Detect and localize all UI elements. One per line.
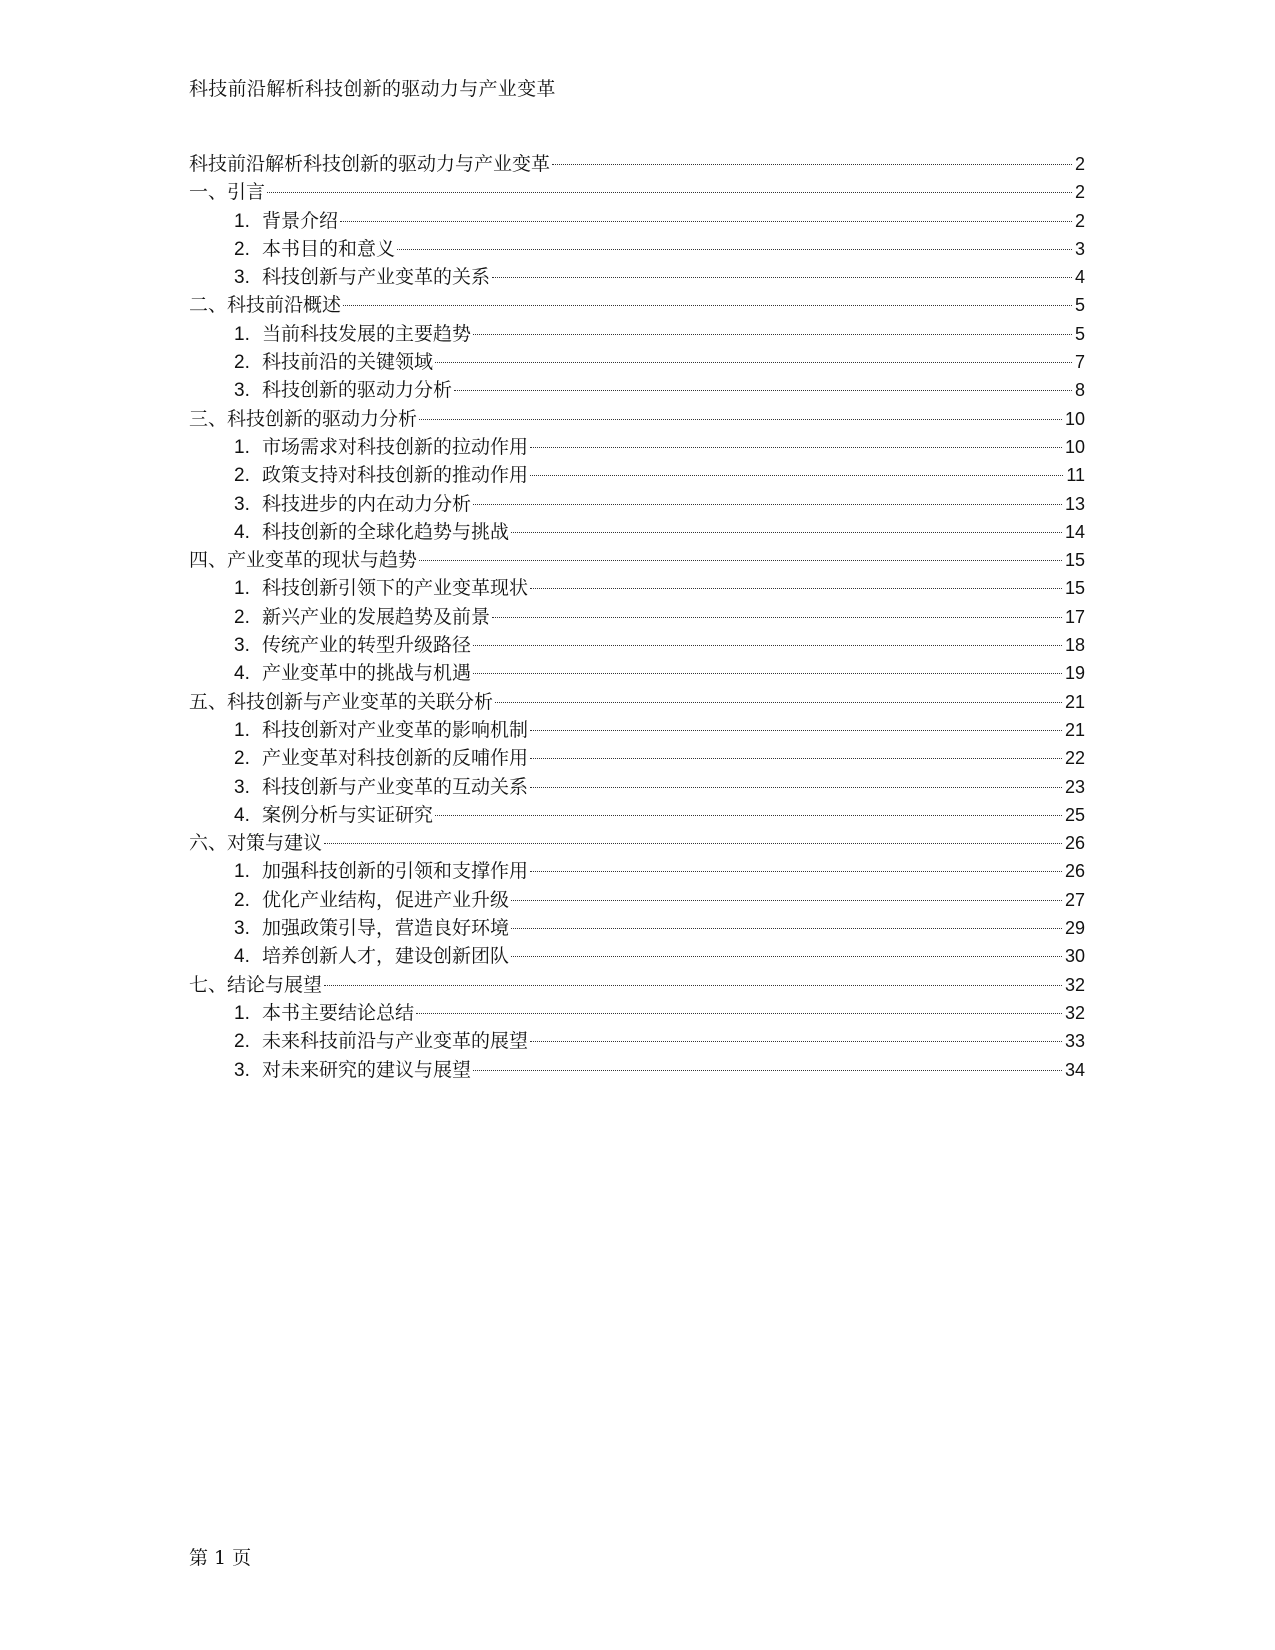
toc-entry-page-number: 26 (1064, 861, 1085, 882)
toc-entry-number: 2. (234, 1031, 250, 1053)
toc-entry-number: 1. (234, 210, 250, 232)
toc-dot-leader (267, 192, 1072, 193)
toc-entry-chapter[interactable] (189, 971, 1085, 999)
toc-dot-leader (492, 277, 1072, 278)
toc-entry-number: 3. (234, 776, 250, 798)
toc-entry-number: 1. (234, 578, 250, 600)
toc-dot-leader (419, 560, 1062, 561)
toc-entry-page-number: 5 (1074, 323, 1085, 344)
toc-entry-page-number: 2 (1074, 182, 1085, 203)
toc-entry-title: 本书目的和意义 (262, 237, 396, 260)
toc-dot-leader (530, 787, 1062, 788)
toc-entry-section[interactable] (189, 207, 1085, 235)
toc-entry-page-number: 14 (1064, 521, 1085, 542)
toc-dot-leader (492, 617, 1062, 618)
toc-entry-section[interactable] (189, 518, 1085, 546)
toc-entry-title: 科技创新引领下的产业变革现状 (262, 577, 529, 600)
toc-entry-page-number: 34 (1064, 1059, 1085, 1080)
toc-entry-section[interactable] (189, 942, 1085, 970)
toc-entry-title: 产业变革中的挑战与机遇 (262, 662, 472, 685)
toc-entry-page-number: 11 (1066, 465, 1085, 486)
toc-entry-title: 市场需求对科技创新的拉动作用 (262, 435, 529, 458)
toc-dot-leader (340, 221, 1072, 222)
toc-entry-page-number: 18 (1064, 635, 1085, 656)
toc-entry-page-number: 2 (1074, 154, 1085, 174)
toc-dot-leader (530, 475, 1063, 476)
toc-entry-title: 当前科技发展的主要趋势 (262, 322, 472, 345)
toc-entry-number: 2. (234, 889, 250, 911)
toc-entry-section[interactable] (189, 801, 1085, 829)
toc-dot-leader (397, 249, 1072, 250)
toc-entry-title: 背景介绍 (262, 209, 339, 232)
table-of-contents (189, 150, 1085, 1084)
toc-entry-title: 科技进步的内在动力分析 (262, 492, 472, 515)
toc-entry-section[interactable] (189, 659, 1085, 687)
toc-entry-title: 加强政策引导，营造良好环境 (262, 917, 510, 940)
toc-entry-page-number: 3 (1074, 238, 1085, 259)
toc-entry-page-number: 10 (1064, 408, 1085, 429)
toc-dot-leader (511, 900, 1062, 901)
toc-dot-leader (435, 362, 1072, 363)
toc-entry-chapter[interactable] (189, 150, 1085, 178)
toc-entry-section[interactable] (189, 433, 1085, 461)
toc-entry-page-number: 4 (1074, 267, 1085, 288)
toc-entry-title: 科技创新对产业变革的影响机制 (262, 718, 529, 741)
toc-dot-leader (530, 758, 1062, 759)
toc-entry-page-number: 30 (1064, 946, 1085, 967)
toc-entry-number: 2. (234, 748, 250, 770)
toc-entry-number: 1. (234, 719, 250, 741)
toc-dot-leader (552, 164, 1072, 165)
toc-entry-title: 六、对策与建议 (189, 832, 323, 855)
toc-dot-leader (530, 447, 1062, 448)
toc-entry-chapter[interactable] (189, 291, 1085, 319)
toc-entry-section[interactable] (189, 461, 1085, 489)
toc-entry-page-number: 21 (1064, 719, 1085, 740)
toc-entry-number: 4. (234, 663, 250, 685)
toc-entry-number: 3. (234, 493, 250, 515)
toc-entry-section[interactable] (189, 773, 1085, 801)
toc-dot-leader (473, 504, 1062, 505)
toc-entry-page-number: 21 (1064, 691, 1085, 712)
toc-entry-number: 2. (234, 606, 250, 628)
toc-entry-title: 科技前沿解析科技创新的驱动力与产业变革 (189, 153, 551, 175)
toc-entry-page-number: 27 (1064, 889, 1085, 910)
toc-entry-number: 3. (234, 1059, 250, 1081)
toc-entry-title: 五、科技创新与产业变革的关联分析 (189, 690, 494, 713)
toc-entry-page-number: 13 (1064, 493, 1085, 514)
toc-entry-page-number: 15 (1064, 550, 1085, 571)
toc-entry-title: 未来科技前沿与产业变革的展望 (262, 1030, 529, 1053)
toc-entry-chapter[interactable] (189, 829, 1085, 857)
toc-entry-number: 4. (234, 521, 250, 543)
toc-dot-leader (435, 815, 1062, 816)
toc-entry-number: 4. (234, 804, 250, 826)
toc-entry-title: 培养创新人才，建设创新团队 (262, 945, 510, 968)
toc-entry-section[interactable] (189, 999, 1085, 1027)
toc-entry-section[interactable] (189, 574, 1085, 602)
toc-entry-section[interactable] (189, 603, 1085, 631)
toc-entry-title: 三、科技创新的驱动力分析 (189, 407, 418, 430)
toc-dot-leader (511, 928, 1062, 929)
toc-entry-number: 2. (234, 352, 250, 374)
toc-dot-leader (530, 1041, 1062, 1042)
toc-entry-section[interactable] (189, 716, 1085, 744)
toc-entry-section[interactable] (189, 744, 1085, 772)
toc-entry-chapter[interactable] (189, 405, 1085, 433)
toc-dot-leader (419, 419, 1062, 420)
toc-entry-number: 1. (234, 1002, 250, 1024)
toc-entry-title: 对未来研究的建议与展望 (262, 1058, 472, 1081)
toc-entry-section[interactable] (189, 857, 1085, 885)
toc-entry-page-number: 7 (1074, 352, 1085, 373)
toc-entry-page-number: 17 (1064, 606, 1085, 627)
toc-dot-leader (454, 390, 1072, 391)
toc-dot-leader (473, 1070, 1062, 1071)
toc-entry-chapter[interactable] (189, 178, 1085, 206)
toc-entry-page-number: 26 (1064, 833, 1085, 854)
toc-entry-page-number: 15 (1064, 578, 1085, 599)
toc-entry-page-number: 29 (1064, 918, 1085, 939)
toc-entry-section[interactable] (189, 631, 1085, 659)
toc-dot-leader (473, 645, 1062, 646)
toc-entry-title: 科技创新与产业变革的互动关系 (262, 775, 529, 798)
toc-entry-chapter[interactable] (189, 546, 1085, 574)
toc-entry-page-number: 32 (1064, 1002, 1085, 1023)
toc-entry-title: 一、引言 (189, 181, 266, 204)
toc-entry-section[interactable] (189, 348, 1085, 376)
toc-dot-leader (495, 702, 1062, 703)
toc-entry-title: 科技创新与产业变革的关系 (262, 266, 491, 289)
toc-entry-number: 2. (234, 465, 250, 487)
page-header-title: 科技前沿解析科技创新的驱动力与产业变革 (189, 78, 556, 100)
toc-entry-number: 1. (234, 861, 250, 883)
toc-entry-number: 1. (234, 323, 250, 345)
page-footer-number: 第 1 页 (189, 1547, 252, 1569)
toc-entry-title: 政策支持对科技创新的推动作用 (262, 464, 529, 487)
toc-entry-section[interactable] (189, 1056, 1085, 1084)
toc-entry-page-number: 19 (1064, 663, 1085, 684)
toc-entry-title: 科技创新的驱动力分析 (262, 379, 453, 402)
toc-entry-section[interactable] (189, 914, 1085, 942)
toc-dot-leader (324, 985, 1062, 986)
toc-entry-title: 传统产业的转型升级路径 (262, 634, 472, 657)
toc-entry-page-number: 5 (1074, 295, 1085, 316)
toc-entry-title: 七、结论与展望 (189, 973, 323, 996)
toc-entry-number: 4. (234, 946, 250, 968)
toc-dot-leader (530, 588, 1062, 589)
toc-dot-leader (473, 673, 1062, 674)
toc-entry-number: 3. (234, 380, 250, 402)
toc-entry-number: 3. (234, 918, 250, 940)
toc-entry-number: 3. (234, 635, 250, 657)
toc-dot-leader (530, 871, 1062, 872)
toc-entry-page-number: 8 (1074, 380, 1085, 401)
toc-entry-title: 加强科技创新的引领和支撑作用 (262, 860, 529, 883)
toc-dot-leader (473, 334, 1072, 335)
toc-entry-title: 产业变革对科技创新的反哺作用 (262, 747, 529, 770)
toc-entry-section[interactable] (189, 886, 1085, 914)
toc-entry-title: 四、产业变革的现状与趋势 (189, 549, 418, 572)
toc-entry-title: 科技前沿的关键领域 (262, 351, 434, 374)
toc-entry-section[interactable] (189, 263, 1085, 291)
toc-entry-page-number: 23 (1064, 776, 1085, 797)
toc-entry-chapter[interactable] (189, 688, 1085, 716)
toc-dot-leader (324, 843, 1062, 844)
toc-entry-page-number: 32 (1064, 974, 1085, 995)
toc-entry-page-number: 25 (1064, 804, 1085, 825)
toc-entry-section[interactable] (189, 235, 1085, 263)
toc-entry-section[interactable] (189, 1027, 1085, 1055)
toc-entry-section[interactable] (189, 320, 1085, 348)
toc-entry-section[interactable] (189, 490, 1085, 518)
toc-entry-number: 1. (234, 436, 250, 458)
toc-entry-title: 二、科技前沿概述 (189, 294, 342, 317)
toc-entry-title: 本书主要结论总结 (262, 1001, 415, 1024)
toc-entry-page-number: 33 (1064, 1031, 1085, 1052)
toc-entry-number: 2. (234, 238, 250, 260)
toc-dot-leader (530, 730, 1062, 731)
toc-entry-page-number: 2 (1074, 210, 1085, 231)
toc-entry-page-number: 10 (1064, 436, 1085, 457)
toc-dot-leader (511, 532, 1062, 533)
toc-entry-number: 3. (234, 267, 250, 289)
toc-entry-title: 优化产业结构，促进产业升级 (262, 888, 510, 911)
toc-entry-title: 新兴产业的发展趋势及前景 (262, 605, 491, 628)
toc-dot-leader (511, 956, 1062, 957)
toc-entry-section[interactable] (189, 376, 1085, 404)
toc-entry-title: 科技创新的全球化趋势与挑战 (262, 520, 510, 543)
toc-dot-leader (416, 1013, 1062, 1014)
toc-entry-title: 案例分析与实证研究 (262, 803, 434, 826)
toc-entry-page-number: 22 (1064, 748, 1085, 769)
toc-dot-leader (343, 305, 1072, 306)
